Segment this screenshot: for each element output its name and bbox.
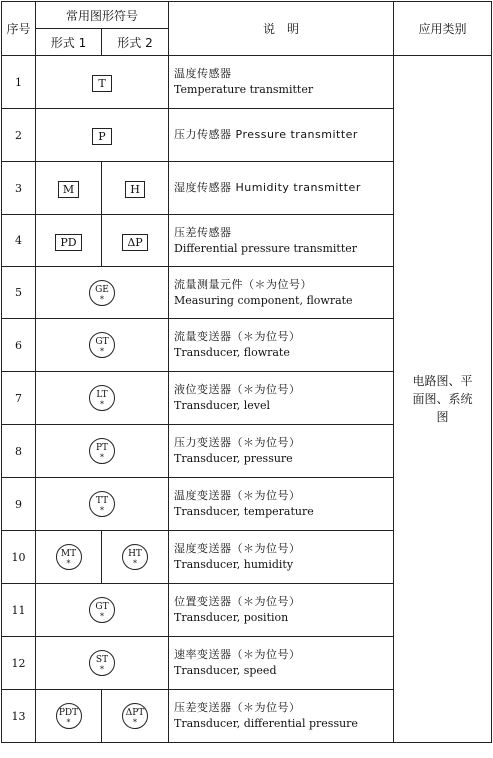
symbol-form1 <box>36 215 102 267</box>
description-zh: 湿度变送器（＊为位号） <box>174 542 301 555</box>
category-text: 电路图、平面图、系统图 <box>412 374 473 424</box>
description <box>169 56 394 109</box>
description-zh: 压力变送器（＊为位号） <box>174 436 301 449</box>
description-zh: 压力传感器 Pressure transmitter <box>174 128 358 141</box>
circle-symbol <box>89 597 115 623</box>
row-number: 8 <box>2 425 36 478</box>
description <box>169 162 394 215</box>
circle-symbol <box>89 650 115 676</box>
description-zh: 位置变送器（＊为位号） <box>174 595 301 608</box>
symbol-star: * <box>133 718 137 727</box>
symbol-form1 <box>36 690 102 743</box>
symbol-form1 <box>36 162 102 215</box>
circle-symbol <box>122 703 148 729</box>
category-cell <box>394 56 492 743</box>
description-en: Transducer, humidity <box>174 558 294 571</box>
row-number: 9 <box>2 478 36 531</box>
description <box>169 109 394 162</box>
symbol-cell <box>36 267 169 319</box>
symbol-label: GT <box>95 337 109 347</box>
circle-symbol <box>89 385 115 411</box>
description <box>169 372 394 425</box>
symbol-star: * <box>100 612 104 621</box>
symbol-cell <box>36 319 169 372</box>
circle-symbol <box>56 703 82 729</box>
symbol-label: PT <box>95 443 109 453</box>
circle-symbol <box>89 438 115 464</box>
symbol-label: GE <box>95 284 109 295</box>
row-number: 5 <box>2 267 36 319</box>
symbol-star: * <box>100 453 104 462</box>
symbol-star: * <box>66 718 71 727</box>
symbol-form2 <box>102 690 169 743</box>
description-zh: 速率变送器（＊为位号） <box>174 648 301 661</box>
description <box>169 478 394 531</box>
square-symbol: ΔP <box>122 234 147 251</box>
description-zh: 液位变送器（＊为位号） <box>174 383 301 396</box>
row-number: 3 <box>2 162 36 215</box>
description-en: Transducer, position <box>174 611 289 624</box>
symbol-form2 <box>102 162 169 215</box>
symbol-form1 <box>36 531 102 584</box>
symbol-star: * <box>100 294 104 304</box>
header-form1: 形式 1 <box>36 29 102 56</box>
description-zh: 温度传感器 <box>174 67 232 80</box>
symbol-label: ST <box>95 655 109 665</box>
description-zh: 温度变送器（＊为位号） <box>174 489 301 502</box>
description <box>169 425 394 478</box>
square-symbol: M <box>58 181 79 198</box>
row-number: 13 <box>2 690 36 743</box>
circle-symbol <box>56 544 82 570</box>
description-zh: 压差变送器（＊为位号） <box>174 701 301 714</box>
header-category: 应用类别 <box>394 2 492 56</box>
description <box>169 637 394 690</box>
description-en: Transducer, speed <box>174 664 277 677</box>
header-desc: 说 明 <box>169 2 394 56</box>
description-en: Temperature transmitter <box>174 83 314 96</box>
description <box>169 215 394 267</box>
description <box>169 267 394 319</box>
symbol-label: ΔPT <box>125 708 145 718</box>
symbol-cell <box>36 637 169 690</box>
symbol-cell <box>36 109 169 162</box>
square-symbol: T <box>92 75 112 92</box>
symbol-form2 <box>102 531 169 584</box>
description-zh: 湿度传感器 Humidity transmitter <box>174 181 361 194</box>
symbol-label: TT <box>95 496 109 506</box>
symbol-form2 <box>102 215 169 267</box>
circle-symbol <box>89 280 115 306</box>
symbol-cell <box>36 425 169 478</box>
row-number: 10 <box>2 531 36 584</box>
description <box>169 584 394 637</box>
symbol-label: HT <box>128 549 142 559</box>
symbol-cell <box>36 372 169 425</box>
symbol-star: * <box>100 665 104 674</box>
description <box>169 319 394 372</box>
symbol-table <box>1 1 492 743</box>
symbol-label: MT <box>60 549 77 559</box>
symbol-cell <box>36 584 169 637</box>
header-form2: 形式 2 <box>102 29 169 56</box>
description-en: Transducer, level <box>174 399 271 412</box>
row-number: 6 <box>2 319 36 372</box>
description-en: Transducer, temperature <box>174 505 314 518</box>
description-en: Transducer, differential pressure <box>174 717 358 730</box>
symbol-star: * <box>100 400 104 409</box>
row-number: 7 <box>2 372 36 425</box>
symbol-cell <box>36 56 169 109</box>
row-number: 2 <box>2 109 36 162</box>
symbol-label: PDT <box>58 708 79 718</box>
description-en: Transducer, flowrate <box>174 346 290 359</box>
symbol-label: GT <box>95 602 109 612</box>
header-symbols: 常用图形符号 <box>36 2 169 29</box>
description-en: Measuring component, flowrate <box>174 293 353 307</box>
row-number: 12 <box>2 637 36 690</box>
circle-symbol <box>122 544 148 570</box>
description <box>169 690 394 743</box>
symbol-star: * <box>100 506 104 515</box>
symbol-star: * <box>100 347 104 356</box>
description-en: Differential pressure transmitter <box>174 241 358 255</box>
square-symbol: PD <box>55 234 81 251</box>
circle-symbol <box>89 491 115 517</box>
description <box>169 531 394 584</box>
description-zh: 压差传感器 <box>174 225 232 239</box>
description-zh: 流量变送器（＊为位号） <box>174 330 301 343</box>
circle-symbol <box>89 332 115 358</box>
row-number: 4 <box>2 215 36 267</box>
square-symbol: P <box>92 128 112 145</box>
table-row <box>2 56 492 109</box>
description-zh: 流量测量元件（＊为位号） <box>174 277 313 291</box>
description-en: Transducer, pressure <box>174 452 293 465</box>
symbol-cell <box>36 478 169 531</box>
symbol-star: * <box>66 559 71 568</box>
header-seq: 序号 <box>2 2 36 56</box>
row-number: 1 <box>2 56 36 109</box>
square-symbol: H <box>125 181 145 198</box>
row-number: 11 <box>2 584 36 637</box>
symbol-label: LT <box>96 390 108 400</box>
symbol-star: * <box>133 559 137 568</box>
